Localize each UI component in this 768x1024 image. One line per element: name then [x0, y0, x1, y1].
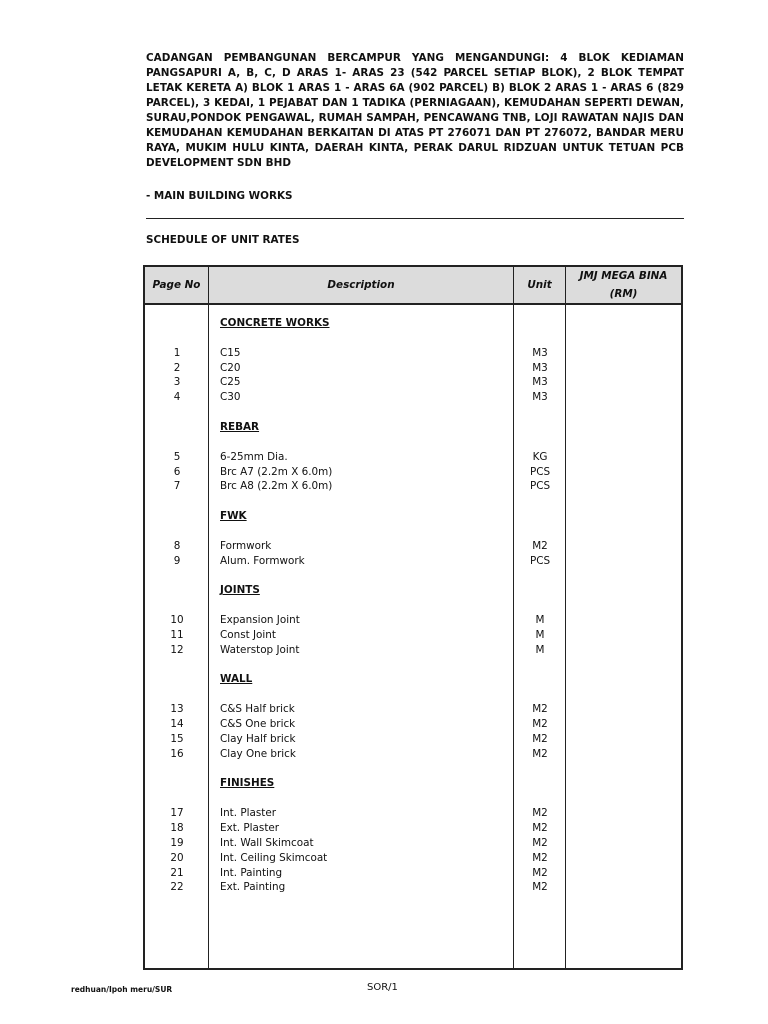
section-heading: WALL [220, 673, 253, 686]
header-rate-company: JMJ MEGA BINA [579, 270, 668, 282]
description-cell: Ext. Painting [220, 881, 286, 894]
unit-cell: M2 [532, 718, 548, 730]
table-row [145, 821, 681, 836]
header-page-no: Page No [152, 279, 201, 291]
table-row [145, 866, 681, 881]
table-row [145, 390, 681, 405]
section-heading: JOINTS [220, 584, 260, 597]
unit-cell: M [535, 643, 545, 656]
table-row [145, 702, 681, 717]
table-row [145, 554, 681, 569]
table-row [145, 479, 681, 494]
header-rate-currency: (RM) [609, 288, 638, 300]
table-row [145, 465, 681, 480]
page-no-cell: 7 [173, 480, 181, 493]
unit-cell: M2 [532, 747, 548, 760]
section-heading-row [145, 316, 681, 331]
page-no-cell: 20 [170, 851, 184, 864]
section-heading-row [145, 672, 681, 687]
unit-cell: M2 [532, 807, 548, 820]
description-cell: Int. Plaster [220, 807, 277, 820]
description-cell: Clay One brick [220, 747, 296, 760]
page-no-cell: 19 [170, 836, 184, 849]
table-row [145, 836, 681, 851]
table-row [145, 450, 681, 465]
page-no-cell: 10 [170, 614, 184, 626]
section-heading: FWK [220, 510, 247, 522]
page-no-cell: 12 [170, 643, 184, 656]
unit-cell: M2 [532, 866, 548, 879]
description-cell: C30 [220, 391, 241, 404]
section-heading-row [145, 776, 681, 791]
unit-cell: KG [532, 450, 548, 463]
unit-cell: M3 [532, 391, 548, 404]
project-title: CADANGAN PEMBANGUNAN BERCAMPUR YANG MENGANDUNGI: 4 BLOK KEDIAMAN PANGSAPURI A, B, C, D ARAS 1- ARAS 23 (542 PARCEL SETIAP BLOK), 2 BLOK TEMPAT LETAK KERETA A) BLOK 1 ARAS 1 - ARAS 6A (902 PARCEL) B) BLOK 2 ARAS 1 - ARAS 6 (829 PARCEL), 3 KEDAI, 1 PEJABAT DAN 1 TADIKA (PERNIAGAAN), KEMUDAHAN SEPERTI DEWAN, SURAU,PONDOK PENGAWAL, RUMAH SAMPAH, PENCAWANG TNB, LOJI RAWATAN NAJIS DAN KEMUDAHAN KEMUDAHAN BERKAITAN DI ATAS PT 276071 DAN PT 276072, BANDAR MERU RAYA, MUKIM HULU KINTA, DAERAH KINTA, PERAK DARUL RIDZUAN UNTUK TETUAN PCB DEVELOPMENT SDN BHD [146, 52, 684, 169]
page-no-cell: 15 [170, 732, 184, 745]
table-row [145, 375, 681, 390]
page-no-cell: 16 [170, 747, 184, 760]
header-rate-rm [566, 267, 681, 303]
description-cell: Ext. Plaster [220, 821, 280, 834]
description-cell: C&S Half brick [220, 703, 295, 716]
unit-cell: M2 [532, 539, 548, 552]
unit-cell: PCS [529, 480, 551, 493]
footer-reference: redhuan/Ipoh meru/SUR [71, 985, 173, 994]
description-cell: Formwork [220, 539, 272, 552]
unit-cell: M [535, 614, 545, 626]
table-row [145, 643, 681, 658]
description-cell: C20 [220, 361, 241, 374]
table-row [145, 806, 681, 821]
unit-rates-table [143, 265, 683, 970]
page-no-cell: 3 [173, 376, 181, 389]
page-no-cell: 1 [173, 346, 181, 359]
unit-cell: M [535, 628, 545, 641]
unit-cell: M2 [532, 703, 548, 716]
page-no-cell: 21 [170, 866, 184, 879]
page-no-cell: 22 [170, 881, 184, 894]
table-row [145, 732, 681, 747]
page-no-cell: 13 [170, 703, 184, 716]
description-cell: C25 [220, 376, 241, 389]
section-heading-row [145, 583, 681, 598]
footer-page-number: SOR/1 [367, 982, 398, 993]
page-no-cell: 5 [173, 450, 181, 463]
unit-cell: M2 [532, 821, 548, 834]
description-cell: Int. Wall Skimcoat [220, 836, 314, 849]
table-row [145, 361, 681, 376]
page-no-cell: 11 [170, 628, 184, 641]
section-heading: FINISHES [220, 777, 275, 790]
table-row [145, 717, 681, 732]
description-cell: Clay Half brick [220, 732, 296, 745]
table-row [145, 851, 681, 866]
page-no-cell: 8 [173, 539, 181, 552]
header-unit: Unit [527, 279, 552, 291]
schedule-title: SCHEDULE OF UNIT RATES [146, 234, 300, 246]
header-description: Description [327, 279, 395, 291]
description-cell: Brc A7 (2.2m X 6.0m) [220, 465, 333, 478]
unit-cell: M2 [532, 881, 548, 894]
description-cell: 6-25mm Dia. [220, 450, 288, 463]
unit-cell: M3 [532, 361, 548, 374]
divider-rule [146, 218, 684, 219]
page-no-cell: 18 [170, 821, 184, 834]
description-cell: Int. Painting [220, 866, 283, 879]
section-heading-row [145, 509, 681, 524]
page-no-cell: 4 [173, 391, 181, 404]
page-no-cell: 9 [173, 554, 181, 567]
description-cell: Alum. Formwork [220, 554, 305, 567]
description-cell: Expansion Joint [220, 614, 300, 626]
unit-cell: M3 [532, 346, 548, 359]
page-no-cell: 2 [173, 361, 181, 374]
section-heading-row [145, 420, 681, 435]
page-no-cell: 14 [170, 718, 184, 730]
page-no-cell: 17 [170, 807, 184, 820]
table-row [145, 346, 681, 361]
description-cell: Int. Ceiling Skimcoat [220, 851, 328, 864]
table-row [145, 628, 681, 643]
table-row [145, 539, 681, 554]
description-cell: Const Joint [220, 628, 276, 641]
table-row [145, 613, 681, 628]
description-cell: Waterstop Joint [220, 643, 300, 656]
unit-cell: PCS [529, 465, 551, 478]
description-cell: C&S One brick [220, 718, 296, 730]
unit-cell: M3 [532, 376, 548, 389]
table-row [145, 880, 681, 895]
table-row [145, 747, 681, 762]
unit-cell: M2 [532, 732, 548, 745]
description-cell: C15 [220, 346, 241, 359]
description-cell: Brc A8 (2.2m X 6.0m) [220, 480, 333, 493]
section-heading: CONCRETE WORKS [220, 317, 330, 329]
page-no-cell: 6 [173, 465, 181, 478]
unit-cell: M2 [532, 836, 548, 849]
section-heading: REBAR [220, 420, 260, 433]
unit-cell: PCS [529, 554, 551, 567]
section-title: - MAIN BUILDING WORKS [146, 190, 293, 202]
unit-cell: M2 [532, 851, 548, 864]
